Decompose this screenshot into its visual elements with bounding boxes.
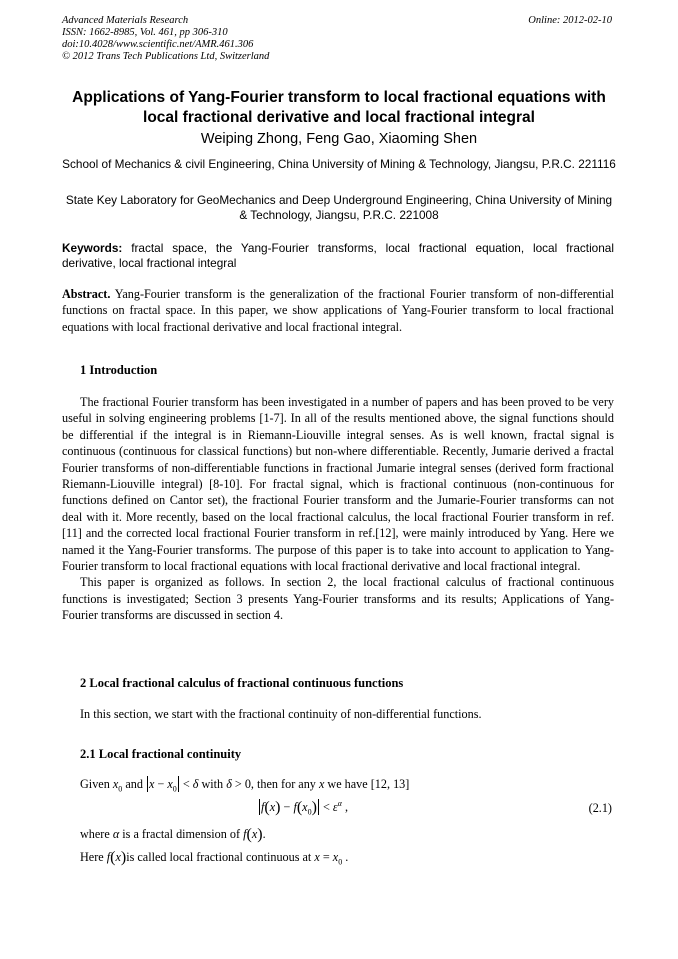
affiliation-1: School of Mechanics & civil Engineering, China University of Mining & Technology, Jiangsu, P.R.C. 221116 [62, 157, 616, 171]
math-delta-positive: δ > 0 [226, 777, 251, 791]
equation-number: (2.1) [588, 801, 612, 815]
equation-2-1: $f(x) - f(x_0) < \varepsilon^\alpha$ , [261, 799, 348, 817]
section2-intro: In this section, we start with the fractional continuity of non-differential functions. [80, 707, 482, 721]
copyright-line: © 2012 Trans Tech Publications Ltd, Switzerland [62, 51, 270, 62]
math-x-equals-x0: $x = x_0$ . [314, 850, 349, 867]
journal-name: Advanced Materials Research [62, 15, 189, 26]
math-x0: $x_0$ [112, 777, 123, 794]
intro-paragraph-1: The fractional Fourier transform has been investigated in a number of papers and has been proved to be very useful in solving engineering problems [1-7]. In all of the results mentioned above, the signal functions should be differential if the integral is in Riemann-Liouville integral senses. As is well known, fractal signal is continuous (continuous for classical functions) but non-where differentiable. Recently, Jumarie derived a fractal Fourier transforms of non-differentiable functions in fractional Jumarie integral senses (derived form fractional Riemann-Liouville integral) [8-10]. For fractal signal, which is fractional continuous (non-continuous for functions defined on Cantor set), the fractional Fourier transform and the Jumarie-Fourier transforms can not deal with it. More recently, based on the local fractional calculus, the local fractional Fourier transform in ref. [11] and the corrected local fractional Fourier transform in ref.[12], were mainly introduced by Yang. Here we named it the Yang-Fourier transforms. The purpose of this paper is to take into account to application to Yang-Fourier transform to local fractional equations with local fractional derivative and local fractional integral. [62, 395, 614, 574]
where-rest-text: is a fractal dimension of [122, 827, 241, 841]
here-statement [80, 849, 348, 867]
paper-title: Applications of Yang-Fourier transform to local fractional equations with local fractional derivative and local fractional integral [72, 89, 606, 126]
doi-line: doi:10.4028/www.scientific.net/AMR.461.306 [62, 39, 254, 50]
section-heading-local-fractional-calculus: 2 Local fractional calculus of fractional continuous functions [80, 676, 404, 690]
then-text: , then for any [250, 777, 316, 791]
math-x: x [318, 777, 325, 791]
math-abs-diff: $x - x_0 < \delta$ [148, 777, 199, 794]
online-date: Online: 2012-02-10 [528, 15, 612, 26]
keywords-label: Keywords: [62, 241, 123, 255]
abstract-text: Yang-Fourier transform is the generalization of the fractional Fourier transform of non-differential functions on fractal space. In this paper, we show applications of Yang-Fourier transform to local fractional equations with local fractional derivative and local fractional integral. [62, 287, 614, 334]
keywords-block [62, 241, 614, 271]
journal-header [62, 15, 269, 63]
issn-line: ISSN: 1662-8985, Vol. 461, pp 306-310 [62, 27, 228, 38]
given-word: Given [80, 777, 110, 791]
and-word: and [125, 777, 143, 791]
abstract-label: Abstract. [62, 287, 111, 301]
here-word: Here [80, 850, 104, 864]
abstract-block [62, 286, 614, 335]
section-heading-introduction: 1 Introduction [80, 363, 158, 377]
author-list: Weiping Zhong, Feng Gao, Xiaoming Shen [200, 131, 478, 147]
math-alpha: α [112, 827, 120, 841]
affiliation-2: State Key Laboratory for GeoMechanics and Deep Underground Engineering, China University of Mining & Technology, Jiangsu, P.R.C. 221008 [65, 193, 613, 222]
introduction-body [62, 394, 614, 624]
where-word: where [80, 827, 110, 841]
math-fx-2: f(x) [106, 849, 127, 866]
subsection-heading-continuity: 2.1 Local fractional continuity [80, 747, 242, 761]
we-have-text: we have [12, 13] [327, 777, 410, 791]
where-statement [80, 826, 266, 844]
with-word: with [201, 777, 224, 791]
keywords-text: fractal space, the Yang-Fourier transforms, local fractional equation, local fractional derivative, local fractional integral [62, 241, 614, 270]
here-rest-text: is called local fractional continuous at [126, 850, 312, 864]
intro-paragraph-2: This paper is organized as follows. In section 2, the local fractional calculus of fractional continuous functions is investigated; Section 3 presents Yang-Fourier transforms and its results; Applications of Yang-Fourier transforms are discussed in section 4. [62, 575, 614, 623]
given-statement [80, 776, 409, 793]
math-fx: f(x). [243, 826, 266, 843]
